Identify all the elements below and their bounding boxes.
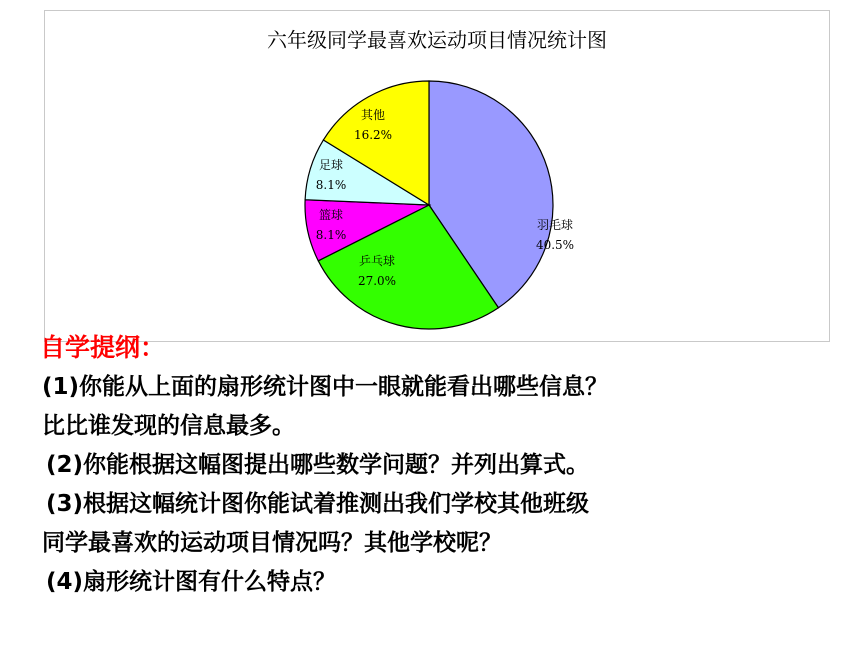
pie-chart bbox=[45, 11, 829, 341]
slice-percent-label: 40.5% bbox=[535, 238, 575, 252]
slice-label: 乒乓球 bbox=[358, 254, 396, 268]
slice-percent-label: 8.1% bbox=[315, 178, 347, 192]
question-3-continued: 同学最喜欢的运动项目情况吗？其他学校呢？ bbox=[42, 530, 502, 556]
slice-percent-label: 27.0% bbox=[357, 274, 397, 288]
slice-percent-label: 8.1% bbox=[315, 228, 347, 242]
slice-label: 篮球 bbox=[318, 208, 344, 222]
study-outline bbox=[40, 330, 855, 602]
pie-slices bbox=[305, 81, 553, 329]
pie-chart-panel bbox=[44, 10, 830, 342]
question-2: (2)你能根据这幅图提出哪些数学问题？并列出算式。 bbox=[46, 452, 590, 478]
slice-label: 其他 bbox=[360, 108, 386, 122]
question-4: (4)扇形统计图有什么特点？ bbox=[46, 569, 337, 595]
question-1-continued: 比比谁发现的信息最多。 bbox=[42, 413, 295, 439]
slice-percent-label: 16.2% bbox=[353, 128, 393, 142]
slice-label: 足球 bbox=[318, 158, 344, 172]
slice-label: 羽毛球 bbox=[536, 218, 574, 232]
question-3: (3)根据这幅统计图你能试着推测出我们学校其他班级 bbox=[46, 491, 590, 517]
chart-title: 六年级同学最喜欢运动项目情况统计图 bbox=[267, 28, 607, 52]
outline-heading: 自学提纲： bbox=[40, 333, 166, 362]
question-1: (1)你能从上面的扇形统计图中一眼就能看出哪些信息？ bbox=[42, 374, 609, 400]
